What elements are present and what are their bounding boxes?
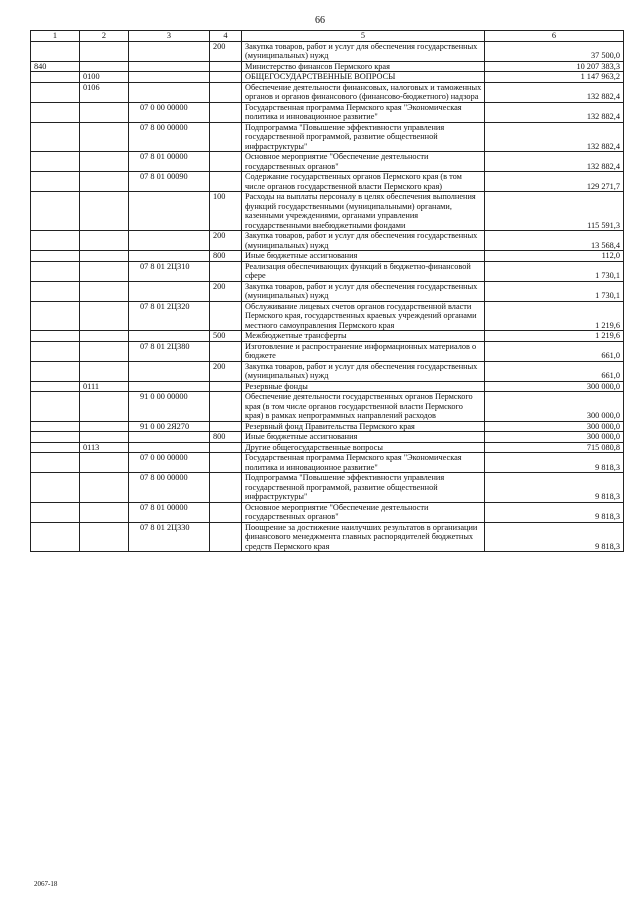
ministry-code [31,102,80,122]
table-row [31,82,624,102]
target-article-code: 91 0 00 2Я270 [129,421,210,432]
footer-code: 2067-18 [34,880,58,888]
ministry-code [31,473,80,503]
amount: 13 568,4 [485,231,624,251]
amount: 1 219,6 [485,331,624,342]
table-row [31,281,624,301]
target-article-code: 07 8 01 00000 [129,502,210,522]
target-article-code [129,331,210,342]
column-header-row [31,31,624,42]
target-article-code [129,41,210,61]
ministry-code [31,421,80,432]
section-code [80,331,129,342]
section-code [80,172,129,192]
table-row [31,172,624,192]
amount: 112,0 [485,251,624,262]
target-article-code: 07 8 01 00000 [129,152,210,172]
section-code [80,421,129,432]
ministry-code [31,251,80,262]
table-row [31,72,624,83]
item-description: Подпрограмма "Повышение эффективности управления государственной программой, развитие общественной инфраструктуры" [242,473,485,503]
expense-type-code [210,442,242,453]
ministry-code [31,192,80,231]
table-row [31,502,624,522]
expense-type-code: 200 [210,361,242,381]
section-code [80,102,129,122]
amount: 715 080,8 [485,442,624,453]
ministry-code [31,381,80,392]
table-row [31,473,624,503]
item-description: Обеспечение деятельности финансовых, налоговых и таможенных органов и органов финансового (финансово-бюджетного) надзора [242,82,485,102]
target-article-code [129,251,210,262]
section-code [80,231,129,251]
item-description: ОБЩЕГОСУДАРСТВЕННЫЕ ВОПРОСЫ [242,72,485,83]
amount: 37 500,0 [485,41,624,61]
amount: 129 271,7 [485,172,624,192]
ministry-code [31,453,80,473]
ministry-code [31,522,80,552]
amount: 132 882,4 [485,122,624,152]
expense-type-code: 800 [210,432,242,443]
amount: 9 818,3 [485,473,624,503]
section-code [80,361,129,381]
expense-type-code [210,392,242,422]
expense-type-code [210,522,242,552]
expense-type-code [210,341,242,361]
item-description: Министерство финансов Пермского края [242,61,485,72]
table-row [31,102,624,122]
expense-type-code [210,102,242,122]
column-number-5: 5 [242,31,485,42]
section-code [80,522,129,552]
table-row [31,251,624,262]
item-description: Основное мероприятие "Обеспечение деятельности государственных органов" [242,502,485,522]
target-article-code: 07 8 01 2Ц330 [129,522,210,552]
item-description: Государственная программа Пермского края "Экономическая политика и инновационное развитие" [242,453,485,473]
amount: 1 730,1 [485,281,624,301]
table-row [31,231,624,251]
expense-type-code: 200 [210,281,242,301]
amount: 300 000,0 [485,421,624,432]
section-code [80,502,129,522]
table-row [31,361,624,381]
ministry-code [31,442,80,453]
amount: 1 730,1 [485,261,624,281]
ministry-code [31,82,80,102]
section-code [80,341,129,361]
target-article-code [129,72,210,83]
table-row [31,381,624,392]
target-article-code: 91 0 00 00000 [129,392,210,422]
target-article-code [129,82,210,102]
section-code [80,453,129,473]
target-article-code: 07 8 01 2Ц320 [129,301,210,331]
item-description: Подпрограмма "Повышение эффективности управления государственной программой, развитие общественной инфраструктуры" [242,122,485,152]
expense-type-code: 500 [210,331,242,342]
item-description: Межбюджетные трансферты [242,331,485,342]
item-description: Другие общегосударственные вопросы [242,442,485,453]
expense-type-code: 100 [210,192,242,231]
section-code: 0100 [80,72,129,83]
section-code [80,152,129,172]
ministry-code: 840 [31,61,80,72]
target-article-code [129,192,210,231]
section-code [80,301,129,331]
target-article-code [129,381,210,392]
target-article-code: 07 8 01 2Ц310 [129,261,210,281]
target-article-code [129,442,210,453]
target-article-code: 07 8 01 00090 [129,172,210,192]
table-row [31,453,624,473]
amount: 132 882,4 [485,102,624,122]
expense-type-code: 200 [210,231,242,251]
expense-type-code [210,301,242,331]
expense-type-code [210,122,242,152]
expense-type-code [210,381,242,392]
amount: 10 207 383,3 [485,61,624,72]
ministry-code [31,331,80,342]
expense-type-code [210,453,242,473]
item-description: Содержание государственных органов Пермского края (в том числе органов государственной власти Пермского края) [242,172,485,192]
ministry-code [31,172,80,192]
item-description: Обеспечение деятельности государственных органов Пермского края (в том числе органов государственной власти Пермского края) в рамках непрограммных направлений расходов [242,392,485,422]
item-description: Реализация обеспечивающих функций в бюджетно-финансовой сфере [242,261,485,281]
ministry-code [31,152,80,172]
amount: 9 818,3 [485,502,624,522]
expense-type-code [210,172,242,192]
target-article-code [129,361,210,381]
item-description: Закупка товаров, работ и услуг для обеспечения государственных (муниципальных) нужд [242,41,485,61]
table-row [31,392,624,422]
column-number-4: 4 [210,31,242,42]
expense-type-code [210,82,242,102]
table-row [31,152,624,172]
table-row [31,331,624,342]
expense-type-code: 800 [210,251,242,262]
ministry-code [31,392,80,422]
expense-type-code: 200 [210,41,242,61]
table-row [31,192,624,231]
amount: 115 591,3 [485,192,624,231]
item-description: Основное мероприятие "Обеспечение деятельности государственных органов" [242,152,485,172]
amount: 132 882,4 [485,82,624,102]
ministry-code [31,301,80,331]
amount: 300 000,0 [485,392,624,422]
target-article-code [129,61,210,72]
amount: 661,0 [485,361,624,381]
item-description: Иные бюджетные ассигнования [242,251,485,262]
item-description: Иные бюджетные ассигнования [242,432,485,443]
target-article-code: 07 8 01 2Ц380 [129,341,210,361]
ministry-code [31,502,80,522]
table-row [31,261,624,281]
section-code [80,473,129,503]
expense-type-code [210,261,242,281]
amount: 9 818,3 [485,453,624,473]
table-row [31,122,624,152]
ministry-code [31,361,80,381]
table-row [31,522,624,552]
section-code [80,432,129,443]
target-article-code [129,432,210,443]
amount: 300 000,0 [485,432,624,443]
amount: 9 818,3 [485,522,624,552]
expense-type-code [210,152,242,172]
ministry-code [31,261,80,281]
item-description: Закупка товаров, работ и услуг для обеспечения государственных (муниципальных) нужд [242,361,485,381]
target-article-code [129,231,210,251]
section-code [80,41,129,61]
table-row [31,432,624,443]
item-description: Резервный фонд Правительства Пермского края [242,421,485,432]
section-code [80,61,129,72]
amount: 1 219,6 [485,301,624,331]
item-description: Резервные фонды [242,381,485,392]
target-article-code: 07 8 00 00000 [129,473,210,503]
section-code [80,251,129,262]
amount: 661,0 [485,341,624,361]
ministry-code [31,41,80,61]
amount: 132 882,4 [485,152,624,172]
target-article-code: 07 0 00 00000 [129,453,210,473]
item-description: Расходы на выплаты персоналу в целях обеспечения выполнения функций государственными (муниципальными) органами, казенными учреждениями, органами управления государственными внебюджетными фондами [242,192,485,231]
table-row [31,61,624,72]
table-row [31,421,624,432]
section-code: 0113 [80,442,129,453]
item-description: Изготовление и распространение информационных материалов о бюджете [242,341,485,361]
section-code [80,122,129,152]
section-code: 0106 [80,82,129,102]
expense-type-code [210,72,242,83]
amount: 300 000,0 [485,381,624,392]
ministry-code [31,72,80,83]
target-article-code: 07 8 00 00000 [129,122,210,152]
item-description: Государственная программа Пермского края "Экономическая политика и инновационное развитие" [242,102,485,122]
section-code [80,392,129,422]
ministry-code [31,341,80,361]
table-row [31,41,624,61]
column-number-6: 6 [485,31,624,42]
expense-type-code [210,61,242,72]
budget-table [30,30,624,552]
column-number-2: 2 [80,31,129,42]
column-number-3: 3 [129,31,210,42]
expense-type-code [210,502,242,522]
target-article-code: 07 0 00 00000 [129,102,210,122]
target-article-code [129,281,210,301]
ministry-code [31,281,80,301]
section-code [80,192,129,231]
expense-type-code [210,473,242,503]
section-code [80,261,129,281]
section-code [80,281,129,301]
section-code: 0111 [80,381,129,392]
expense-type-code [210,421,242,432]
table-row [31,301,624,331]
item-description: Закупка товаров, работ и услуг для обеспечения государственных (муниципальных) нужд [242,281,485,301]
ministry-code [31,231,80,251]
ministry-code [31,122,80,152]
item-description: Обслуживание лицевых счетов органов государственной власти Пермского края, государственных краевых учреждений органами местного самоуправления Пермского края [242,301,485,331]
table-row [31,442,624,453]
item-description: Поощрение за достижение наилучших результатов в организации финансового менеджмента главных распорядителей бюджетных средств Пермского края [242,522,485,552]
item-description: Закупка товаров, работ и услуг для обеспечения государственных (муниципальных) нужд [242,231,485,251]
table-row [31,341,624,361]
ministry-code [31,432,80,443]
page-number: 66 [315,15,325,26]
column-number-1: 1 [31,31,80,42]
amount: 1 147 963,2 [485,72,624,83]
